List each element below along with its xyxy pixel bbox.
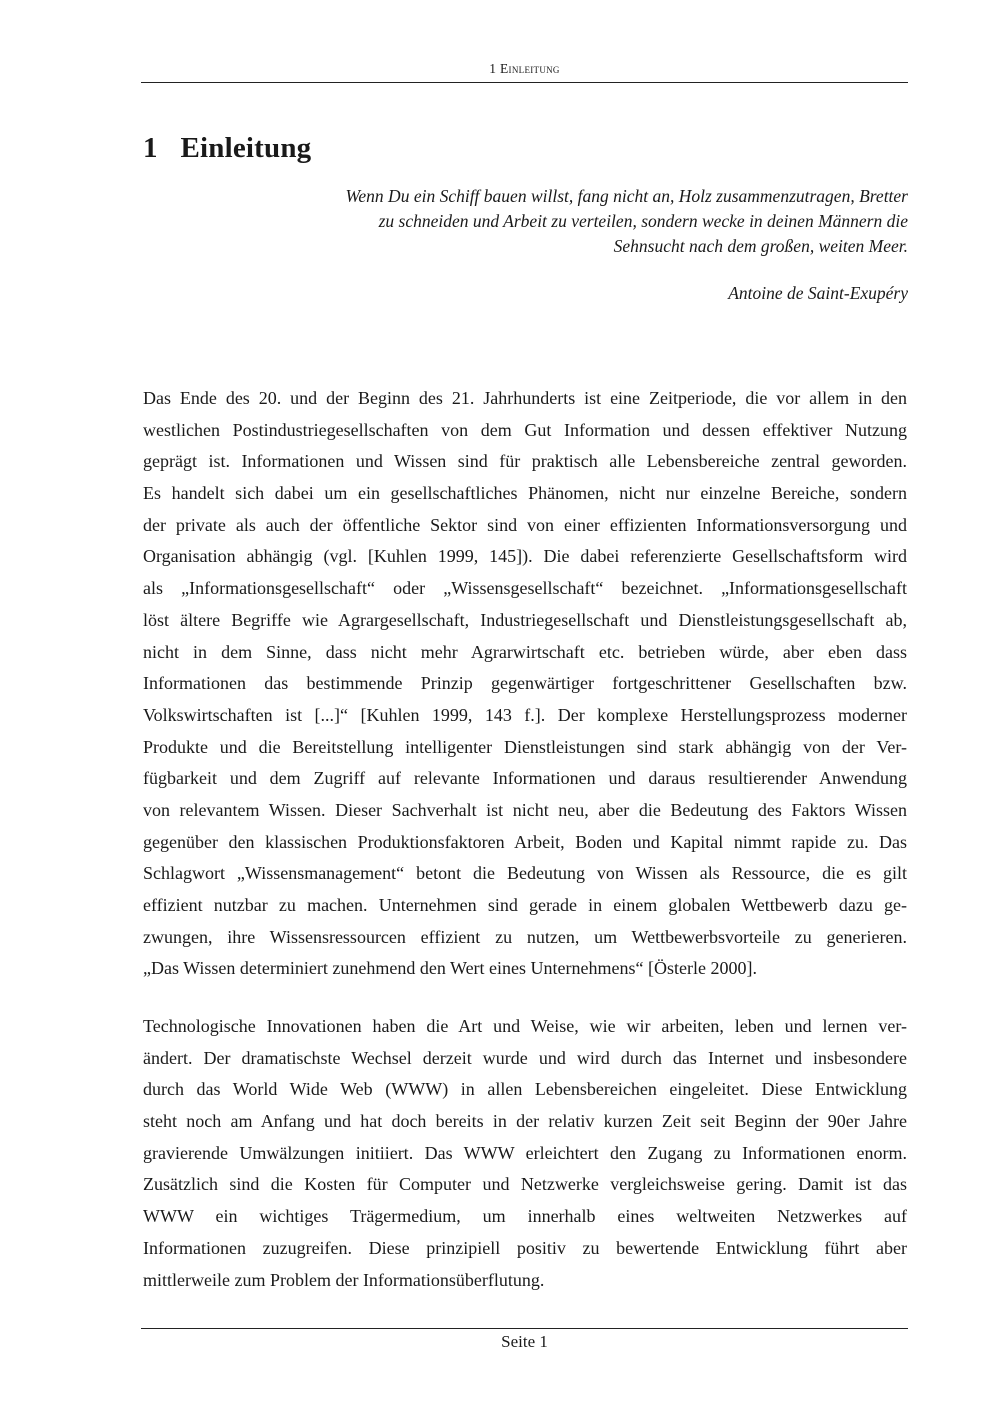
text-line: nicht in dem Sinne, dass nicht mehr Agrarwirtschaft etc. betrieben würde, aber eben dass [143, 641, 907, 662]
text-line: Technologische Innovationen haben die Art und Weise, wie wir arbeiten, leben und lernen ver- [143, 1016, 907, 1036]
text-line: westlichen Postindustriegesellschaften von dem Gut Information und dessen effektiver Nutzung [143, 419, 907, 440]
text-line: Informationen das bestimmende Prinzip gegenwärtiger fortgeschrittener Gesellschaften bzw. [143, 673, 907, 694]
epigraph-line: Sehnsucht nach dem großen, weiten Meer. [613, 236, 908, 256]
text-line: Es handelt sich dabei um ein gesellschaftliches Phänomen, nicht nur einzelne Bereiche, sondern [143, 483, 907, 504]
text-line: durch das World Wide Web (WWW) in allen Lebensbereichen eingeleitet. Diese Entwicklung [143, 1079, 907, 1100]
text-line: Das Ende des 20. und der Beginn des 21. Jahrhunderts ist eine Zeitperiode, die vor allem in den [143, 388, 907, 408]
text-line: steht noch am Anfang und hat doch bereits in der relativ kurzen Zeit seit Beginn der 90er Jahre [143, 1111, 907, 1132]
text-line: Informationen zuzugreifen. Diese prinzipiell positiv zu bewertende Entwicklung führt aber [143, 1237, 907, 1258]
text-line: als „Informationsgesellschaft“ oder „Wissensgesellschaft“ bezeichnet. „Informationsgesellschaft [143, 578, 907, 599]
text-line: Zusätzlich sind die Kosten für Computer und Netzwerke vergleichsweise gering. Damit ist das [143, 1174, 907, 1195]
epigraph-author: Antoine de Saint-Exupéry [728, 283, 908, 303]
text-line: löst ältere Begriffe wie Agrargesellschaft, Industriegesellschaft und Dienstleistungsgesellschaft ab, [143, 609, 907, 630]
text-line: „Das Wissen determiniert zunehmend den Wert eines Unternehmens“ [Österle 2000]. [143, 958, 757, 979]
text-line: Organisation abhängig (vgl. [Kuhlen 1999, 145]). Die dabei referenzierte Gesellschaftsform wird [143, 546, 907, 567]
epigraph-line: Wenn Du ein Schiff bauen willst, fang nicht an, Holz zusammenzutragen, Bretter [345, 186, 908, 206]
text-line: Produkte und die Bereitstellung intelligenter Dienstleistungen sind stark abhängig von der Ver- [143, 736, 907, 757]
text-line: Schlagwort „Wissensmanagement“ betont die Bedeutung von Wissen als Ressource, die es gilt [143, 863, 907, 884]
epigraph-line: zu schneiden und Arbeit zu verteilen, sondern wecke in deinen Männern die [378, 211, 908, 231]
chapter-heading [143, 132, 311, 165]
text-line: Volkswirtschaften ist [...]“ [Kuhlen 1999, 143 f.]. Der komplexe Herstellungsprozess moderner [143, 704, 907, 725]
footer-rule [141, 1328, 908, 1329]
body-paragraph [143, 1011, 907, 1296]
text-line: effizient nutzbar zu machen. Unternehmen sind gerade in einem globalen Wettbewerb dazu ge- [143, 895, 907, 915]
running-header-number: 1 [489, 61, 497, 76]
epigraph-quote [330, 184, 908, 259]
text-line: von relevantem Wissen. Dieser Sachverhalt ist nicht neu, aber die Bedeutung des Faktors Wissen [143, 799, 907, 820]
text-line: der private als auch der öffentliche Sektor sind von einer effizienten Informationsversorgung und [143, 514, 907, 535]
header-rule [141, 82, 908, 83]
running-header [141, 61, 908, 77]
body-paragraph [143, 383, 907, 985]
text-line: ändert. Der dramatischste Wechsel derzeit wurde und wird durch das Internet und insbesondere [143, 1047, 907, 1068]
chapter-number: 1 [143, 132, 158, 164]
text-line: geprägt ist. Informationen und Wissen sind für praktisch alle Lebensbereiche zentral geworden. [143, 451, 907, 472]
text-line: WWW ein wichtiges Trägermedium, um innerhalb eines weltweiten Netzwerkes auf [143, 1206, 907, 1227]
text-line: gegenüber den klassischen Produktionsfaktoren Arbeit, Boden und Kapital nimmt rapide zu. Das [143, 831, 907, 852]
text-line: mittlerweile zum Problem der Informationsüberflutung. [143, 1269, 545, 1290]
text-line: zwungen, ihre Wissensressourcen effizient zu nutzen, um Wettbewerbsvorteile zu generieren. [143, 926, 907, 947]
text-line: fügbarkeit und dem Zugriff auf relevante Informationen und daraus resultierender Anwendung [143, 768, 907, 789]
text-line: gravierende Umwälzungen initiiert. Das WWW erleichtert den Zugang zu Informationen enorm. [143, 1142, 907, 1163]
running-header-title: Einleitung [500, 61, 560, 76]
chapter-title: Einleitung [180, 132, 312, 164]
page-number: Seite 1 [501, 1332, 548, 1351]
